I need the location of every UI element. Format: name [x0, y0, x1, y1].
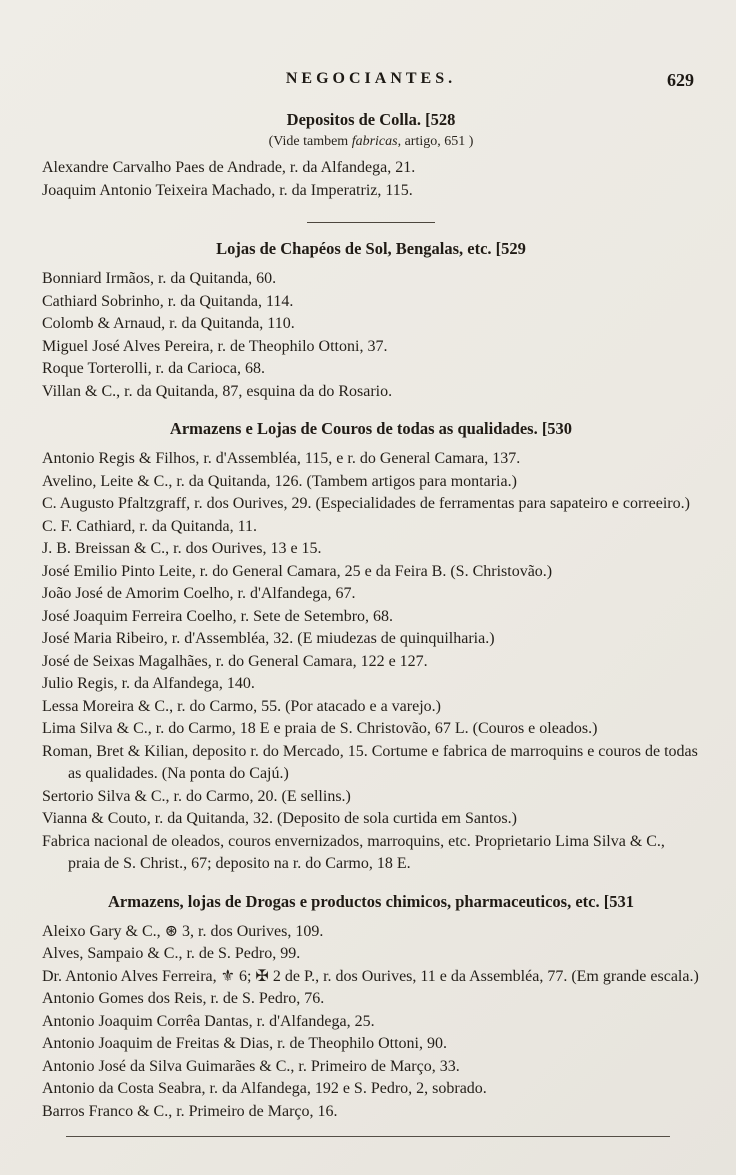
- entry-line: Fabrica nacional de oleados, couros envernizados, marroquins, etc. Proprietario Lima Silva & C., praia de S. Christ., 67; deposito na r. do Carmo, 18 E.: [42, 832, 665, 872]
- entry-line: José de Seixas Magalhães, r. do General Camara, 122 e 127.: [42, 652, 428, 670]
- sections: [42, 110, 700, 1123]
- directory-section: [42, 110, 700, 223]
- entry-line: João José de Amorim Coelho, r. d'Alfandega, 67.: [42, 585, 356, 602]
- directory-section: [42, 419, 700, 876]
- directory-section: [42, 892, 700, 1124]
- entry-line: Joaquim Antonio Teixeira Machado, r. da Imperatriz, 115.: [42, 181, 413, 199]
- section-heading: Lojas de Chapéos de Sol, Bengalas, etc. [529: [216, 239, 526, 258]
- entry-line: Miguel José Alves Pereira, r. de Theophilo Ottoni, 37.: [42, 337, 388, 355]
- entry-line: Dr. Antonio Alves Ferreira, ⚜ 6; ✠ 2 de P., r. dos Ourives, 11 e da Assembléa, 77. (Em grande escala.): [42, 967, 699, 985]
- section-heading: Depositos de Colla. [528: [286, 110, 456, 129]
- entry-line: Barros Franco & C., r. Primeiro de Março, 16.: [42, 1102, 338, 1120]
- page-header: [42, 70, 700, 94]
- entry-line: Colomb & Arnaud, r. da Quitanda, 110.: [42, 315, 295, 332]
- entry-line: Antonio Regis & Filhos, r. d'Assembléa, 115, e r. do General Camara, 137.: [42, 450, 521, 467]
- entry-line: Antonio José da Silva Guimarães & C., r. Primeiro de Março, 33.: [42, 1057, 460, 1075]
- section-note-italic: fabricas: [351, 134, 398, 149]
- entry-line: Cathiard Sobrinho, r. da Quitanda, 114.: [42, 292, 294, 310]
- entry-line: Alexandre Carvalho Paes de Andrade, r. da Alfandega, 21.: [42, 159, 416, 176]
- entry-line: Antonio da Costa Seabra, r. da Alfandega, 192 e S. Pedro, 2, sobrado.: [42, 1080, 487, 1097]
- entry-line: Avelino, Leite & C., r. da Quitanda, 126. (Tambem artigos para montaria.): [42, 472, 517, 490]
- entry-line: Sertorio Silva & C., r. do Carmo, 20. (E sellins.): [42, 787, 351, 805]
- entry-line: Julio Regis, r. da Alfandega, 140.: [42, 675, 255, 692]
- entry-line: Villan & C., r. da Quitanda, 87, esquina da do Rosario.: [42, 382, 393, 400]
- running-title: NEGOCIANTES.: [285, 70, 457, 87]
- section-heading: Armazens e Lojas de Couros de todas as qualidades. [530: [169, 419, 573, 438]
- page-number: 629: [667, 70, 694, 90]
- entry-line: Lessa Moreira & C., r. do Carmo, 55. (Por atacado e a varejo.): [42, 697, 441, 715]
- section-heading: Armazens, lojas de Drogas e productos chimicos, pharmaceuticos, etc. [531: [108, 891, 634, 911]
- entry-line: Bonniard Irmãos, r. da Quitanda, 60.: [42, 270, 277, 287]
- entry-line: C. Augusto Pfaltzgraff, r. dos Ourives, 29. (Especialidades de ferramentas para sapateiro e correeiro.): [42, 495, 690, 512]
- directory-section: [42, 239, 700, 403]
- footer-rule: [66, 1136, 670, 1137]
- entry-line: C. F. Cathiard, r. da Quitanda, 11.: [42, 517, 257, 535]
- entry-line: Vianna & Couto, r. da Quitanda, 32. (Deposito de sola curtida em Santos.): [42, 810, 517, 827]
- entry-line: Aleixo Gary & C., ⊛ 3, r. dos Ourives, 109.: [42, 922, 324, 940]
- entry-line: José Joaquim Ferreira Coelho, r. Sete de Setembro, 68.: [42, 607, 394, 625]
- section-note: (Vide tambem fabricas, artigo, 651 ): [268, 134, 474, 149]
- entry-line: Antonio Gomes dos Reis, r. de S. Pedro, 76.: [42, 990, 325, 1007]
- entry-line: Roman, Bret & Kilian, deposito r. do Mercado, 15. Cortume e fabrica de marroquins e couros de todas as qualidades. (Na ponta do Cajú.): [42, 742, 698, 782]
- entry-line: Lima Silva & C., r. do Carmo, 18 E e praia de S. Christovão, 67 L. (Couros e oleados.): [42, 720, 598, 737]
- entry-line: José Emilio Pinto Leite, r. do General Camara, 25 e da Feira B. (S. Christovão.): [42, 562, 553, 580]
- entry-line: Antonio Joaquim de Freitas & Dias, r. de Theophilo Ottoni, 90.: [42, 1035, 447, 1052]
- entry-line: Roque Torterolli, r. da Carioca, 68.: [42, 360, 265, 377]
- section-divider: [307, 222, 435, 223]
- entry-line: Alves, Sampaio & C., r. de S. Pedro, 99.: [42, 945, 301, 962]
- entry-line: J. B. Breissan & C., r. dos Ourives, 13 e 15.: [42, 540, 322, 557]
- entry-line: Antonio Joaquim Corrêa Dantas, r. d'Alfandega, 25.: [42, 1012, 375, 1030]
- entry-line: José Maria Ribeiro, r. d'Assembléa, 32. (E miudezas de quinquilharia.): [42, 630, 495, 647]
